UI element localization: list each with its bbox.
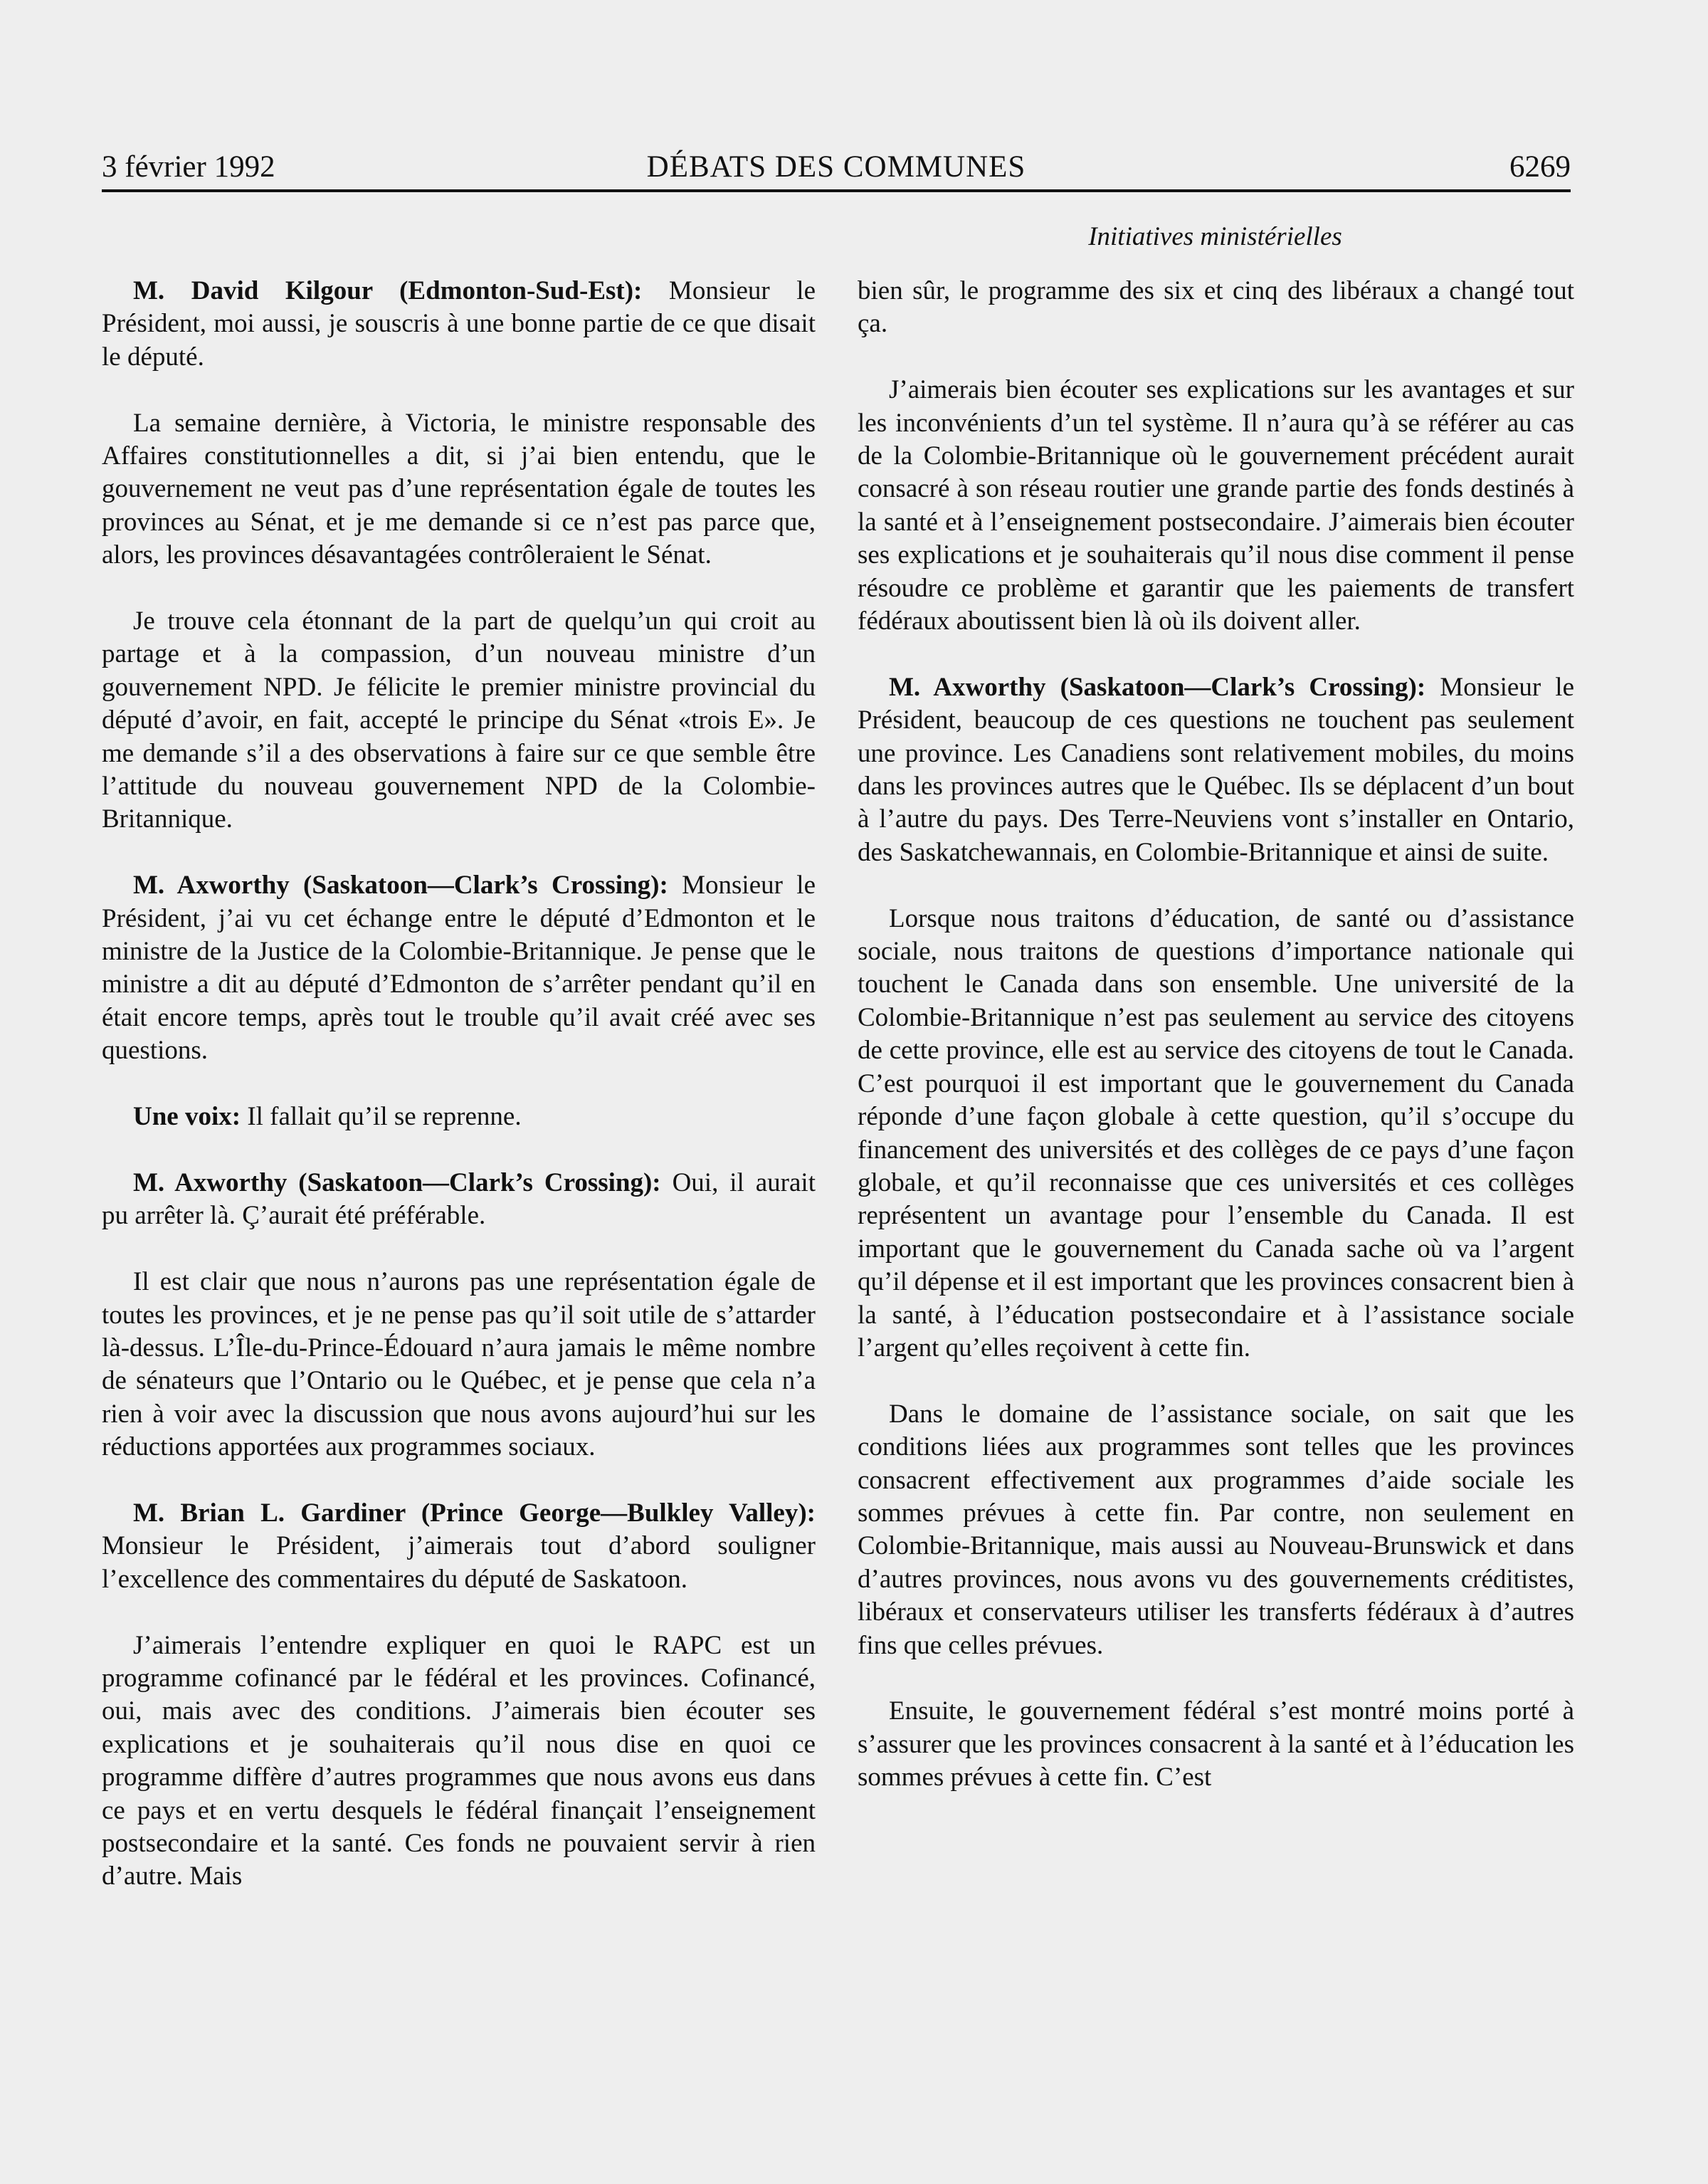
paragraph-text: Monsieur le Président, beaucoup de ces questions ne touchent pas seulement une province. Les Canadiens sont relativement mobiles, du moins dans les provinces autres que le Québec. Ils se déplacent d’un bout à l’autre du pays. Des Terre-Neuviens vont s’installer en Ontario, des Saskatchewannais, en Colombie-Britannique et ainsi de suite. [858, 672, 1574, 867]
page-header [102, 147, 1571, 188]
right-column [858, 275, 1574, 1795]
paragraph: Ensuite, le gouvernement fédéral s’est montré moins porté à s’assurer que les provinces consacrent à la santé et à l’éducation les sommes prévues à cette fin. C’est [858, 1696, 1574, 1792]
header-rule [102, 189, 1571, 192]
paragraph [858, 671, 1574, 869]
paragraph-text: Monsieur le Président, moi aussi, je souscris à une bonne partie de ce que disait le député. [102, 276, 816, 372]
paragraph-text: Oui, il aurait pu arrêter là. Ç’aurait été préférable. [102, 1167, 816, 1231]
header-page-number: 6269 [1509, 150, 1571, 184]
paragraph [102, 1497, 816, 1596]
speaker-name: M. David Kilgour (Edmonton-Sud-Est): [133, 276, 643, 305]
paragraph: J’aimerais l’entendre expliquer en quoi le RAPC est un programme cofinancé par le fédéral et les provinces. Cofinancé, oui, mais avec des conditions. J’aimerais bien écouter ses explications et je souhaiterais qu’il nous dise en quoi ce programme diffère d’autres programmes que nous avons eus dans ce pays et en vertu desquels le fédéral finançait l’enseignement postsecondaire et la santé. Ces fonds ne pouvaient servir à rien d’autre. Mais [102, 1630, 816, 1891]
speaker-name: M. Axworthy (Saskatoon—Clark’s Crossing): [133, 1167, 661, 1197]
paragraph-text: Monsieur le Président, j’aimerais tout d’abord souligner l’excellence des commentaires du député de Saskatoon. [102, 1531, 816, 1594]
paragraph [102, 1101, 816, 1133]
left-column [102, 275, 816, 1894]
header-date: 3 février 1992 [102, 150, 275, 184]
speaker-name: M. Axworthy (Saskatoon—Clark’s Crossing): [133, 871, 668, 901]
speaker-name: M. Axworthy (Saskatoon—Clark’s Crossing): [889, 672, 1426, 702]
paragraph [102, 869, 816, 1067]
paragraph [102, 1167, 816, 1233]
paragraph: La semaine dernière, à Victoria, le ministre responsable des Affaires constitutionnelles a dit, si j’ai bien entendu, que le gouvernement ne veut pas d’une représentation égale de toutes les provinces au Sénat, et je me demande si ce n’est pas parce que, alors, les provinces désavantagées contrôleraient le Sénat. [102, 408, 816, 570]
paragraph-text: Il fallait qu’il se reprenne. [241, 1102, 522, 1132]
speaker-name: M. Brian L. Gardiner (Prince George—Bulkley Valley): [133, 1498, 816, 1528]
paragraph: Je trouve cela étonnant de la part de quelqu’un qui croit au partage et à la compassion, d’un nouveau ministre d’un gouvernement NPD. Je félicite le premier ministre provincial du député d’avoir, en fait, accepté le principe du Sénat «trois E». Je me demande s’il a des observations à faire sur ce que semble être l’attitude du nouveau gouvernement NPD de la Colombie-Britannique. [102, 607, 816, 834]
running-head: Initiatives ministérielles [1088, 222, 1342, 251]
paragraph: Il est clair que nous n’aurons pas une représentation égale de toutes les provinces, et je ne pense pas qu’il soit utile de s’attarder là-dessus. L’Île-du-Prince-Édouard n’aura jamais le même nombre de sénateurs que l’Ontario ou le Québec, et je pense que cela n’a rien à voir avec la discussion que nous avons aujourd’hui sur les réductions apportées aux programmes sociaux. [102, 1267, 816, 1462]
paragraph: Dans le domaine de l’assistance sociale, on sait que les conditions liées aux programmes sont telles que les provinces consacrent effectivement aux programmes d’aide sociale les sommes prévues à cette fin. Par contre, non seulement en Colombie-Britannique, mais aussi au Nouveau-Brunswick et dans d’autres provinces, nous avons vu des gouvernements créditistes, libéraux et conservateurs utiliser les transferts fédéraux à d’autres fins que celles prévues. [858, 1399, 1574, 1660]
paragraph: Lorsque nous traitons d’éducation, de santé ou d’assistance sociale, nous traitons de questions d’importance nationale qui touchent le Canada dans son ensemble. Une université de la Colombie-Britannique n’est pas seulement au service des citoyens de cette province, elle est au service des citoyens de tout le Canada. C’est pourquoi il est important que le gouvernement du Canada réponde d’une façon globale à cette question, qu’il s’occupe du financement des universités et des collèges de ce pays d’une façon globale, et qu’il reconnaisse que ces universités et ces collèges représentent un avantage pour l’ensemble du Canada. Il est important que le gouvernement du Canada sache où va l’argent qu’il dépense et il est important que les provinces consacrent bien à la santé, à l’éducation postsecondaire et à l’assistance sociale l’argent qu’elles reçoivent à cette fin. [858, 903, 1574, 1363]
header-title: DÉBATS DES COMMUNES [646, 150, 1026, 184]
paragraph-text: Monsieur le Président, j’ai vu cet échange entre le député d’Edmonton et le ministre de la Justice de la Colombie-Britannique. Je pense que le ministre a dit au député d’Edmonton de s’arrêter pendant qu’il en était encore temps, après tout le trouble qu’il avait créé avec ses questions. [102, 871, 816, 1066]
speaker-name: Une voix: [133, 1102, 241, 1132]
paragraph: J’aimerais bien écouter ses explications sur les avantages et sur les inconvénients d’un tel système. Il n’aura qu’à se référer au cas de la Colombie-Britannique où le gouvernement précédent aurait consacré à son réseau routier une grande partie des fonds destinés à la santé et à l’enseignement postsecondaire. J’aimerais bien écouter ses explications et je souhaiterais qu’il nous dise comment il pense résoudre ce problème et garantir que les paiements de transfert fédéraux aboutissent bien là où ils doivent aller. [858, 375, 1574, 636]
paragraph [102, 275, 816, 374]
paragraph-continued: bien sûr, le programme des six et cinq des libéraux a changé tout ça. [858, 276, 1574, 339]
